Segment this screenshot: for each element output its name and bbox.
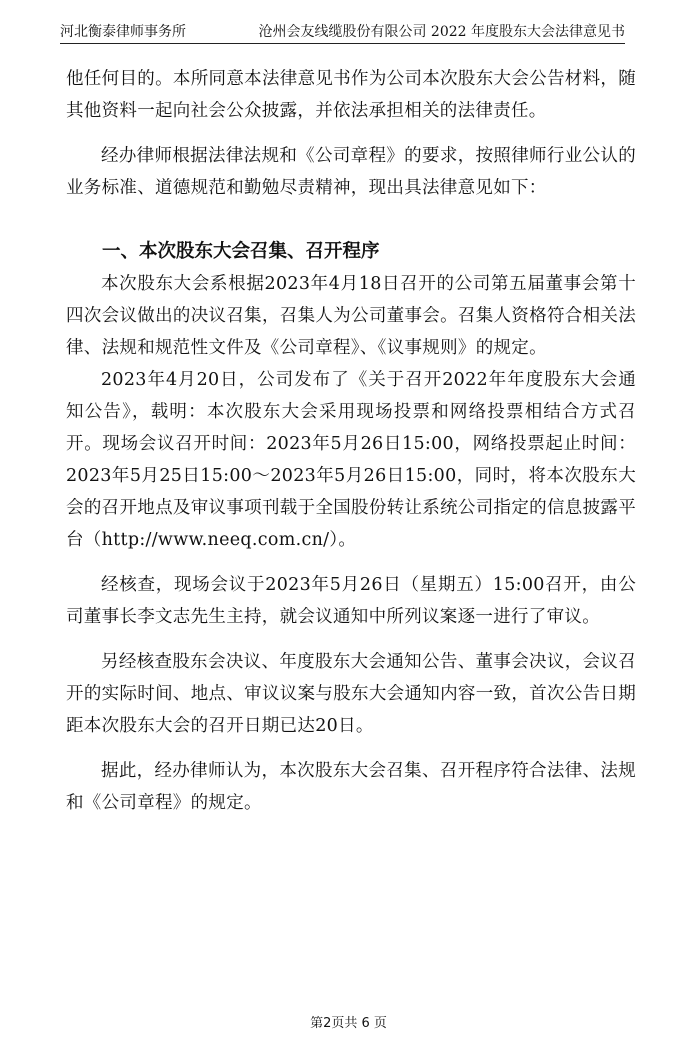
law-firm-name: 河北衡泰律师事务所	[60, 24, 186, 40]
paragraph-continuation: 他任何目的。本所同意本法律意见书作为公司本次股东大会公告材料，随其他资料一起向社会公众披露，并依法承担相关的法律责任。	[66, 69, 636, 121]
document-title: 沧州会友线缆股份有限公司 2022 年度股东大会法律意见书	[258, 24, 625, 40]
paragraph-further-verification: 另经核查股东会决议、年度股东大会通知公告、董事会决议，会议召开的实际时间、地点、审议议案与股东大会通知内容一致，首次公告日期距本次股东大会的召开日期已达20日。	[66, 652, 636, 736]
document-body	[66, 63, 636, 819]
paragraph-notice: 2023年4月20日，公司发布了《关于召开2022年年度股东大会通知公告》，载明：本次股东大会采用现场投票和网络投票相结合方式召开。现场会议召开时间：2023年5月26日15:00，网络投票起止时间：2023年5月25日15:00～2023年5月26日15:00，同时，将本次股东大会的召开地点及审议事项刊载于全国股份转让系统公司指定的信息披露平台（http://www.neeq.com.cn/）。	[66, 370, 636, 550]
paragraph-intro: 经办律师根据法律法规和《公司章程》的要求，按照律师行业公认的业务标准、道德规范和勤勉尽责精神，现出具法律意见如下：	[66, 146, 636, 198]
page-number: 第2页共 6 页	[310, 1016, 387, 1031]
page-header	[60, 21, 625, 44]
paragraph-convening: 本次股东大会系根据2023年4月18日召开的公司第五届董事会第十四次会议做出的决议召集，召集人为公司董事会。召集人资格符合相关法律、法规和规范性文件及《公司章程》、《议事规则》的规定。	[66, 274, 636, 358]
paragraph-verification: 经核查，现场会议于2023年5月26日（星期五）15:00召开，由公司董事长李文志先生主持，就会议通知中所列议案逐一进行了审议。	[66, 575, 636, 627]
paragraph-conclusion: 据此，经办律师认为，本次股东大会召集、召开程序符合法律、法规和《公司章程》的规定。	[66, 761, 636, 813]
section-heading: 一、本次股东大会召集、召开程序	[102, 241, 380, 262]
